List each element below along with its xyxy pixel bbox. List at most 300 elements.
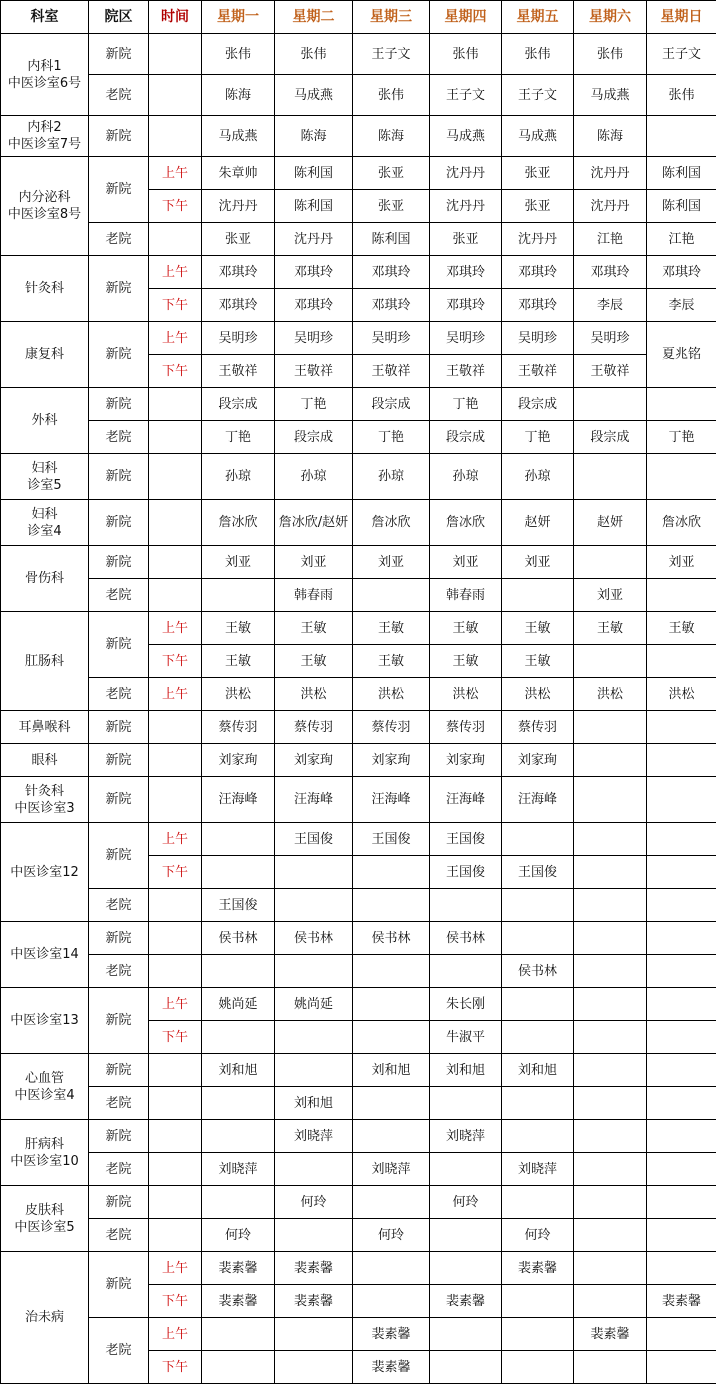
thursday-cell: 刘晓萍 bbox=[430, 1120, 502, 1153]
monday-cell: 詹冰欣 bbox=[202, 500, 275, 546]
wednesday-cell: 吴明珍 bbox=[353, 322, 430, 355]
saturday-cell bbox=[574, 1021, 647, 1054]
thursday-cell bbox=[430, 1351, 502, 1384]
thursday-cell: 段宗成 bbox=[430, 421, 502, 454]
monday-cell: 张亚 bbox=[202, 223, 275, 256]
campus-cell: 新院 bbox=[89, 322, 149, 388]
table-row bbox=[1, 157, 716, 190]
thursday-cell bbox=[430, 1087, 502, 1120]
campus-cell: 新院 bbox=[89, 256, 149, 322]
thursday-cell: 牛淑平 bbox=[430, 1021, 502, 1054]
tuesday-cell: 韩春雨 bbox=[275, 579, 353, 612]
saturday-cell bbox=[574, 454, 647, 500]
campus-cell: 新院 bbox=[89, 1054, 149, 1087]
wednesday-cell bbox=[353, 1087, 430, 1120]
time-cell bbox=[149, 388, 202, 421]
tuesday-cell: 侯书林 bbox=[275, 922, 353, 955]
thursday-cell: 朱长刚 bbox=[430, 988, 502, 1021]
sunday-cell bbox=[647, 388, 716, 421]
monday-cell: 邓琪玲 bbox=[202, 289, 275, 322]
friday-cell bbox=[502, 1318, 574, 1351]
campus-cell: 新院 bbox=[89, 500, 149, 546]
saturday-cell bbox=[574, 955, 647, 988]
sunday-cell bbox=[647, 955, 716, 988]
time-cell: 上午 bbox=[149, 1318, 202, 1351]
sunday-cell bbox=[647, 777, 716, 823]
wednesday-cell: 刘和旭 bbox=[353, 1054, 430, 1087]
saturday-cell bbox=[574, 1351, 647, 1384]
time-cell bbox=[149, 500, 202, 546]
campus-cell: 新院 bbox=[89, 388, 149, 421]
sunday-cell bbox=[647, 1318, 716, 1351]
thursday-cell: 刘家珣 bbox=[430, 744, 502, 777]
sunday-cell bbox=[647, 1186, 716, 1219]
time-cell bbox=[149, 1219, 202, 1252]
tuesday-cell: 孙琼 bbox=[275, 454, 353, 500]
header-dept: 科室 bbox=[1, 1, 89, 34]
time-cell: 下午 bbox=[149, 1285, 202, 1318]
sunday-cell: 刘亚 bbox=[647, 546, 716, 579]
sunday-cell bbox=[647, 1153, 716, 1186]
department-cell: 骨伤科 bbox=[1, 546, 89, 612]
department-cell: 针灸科 中医诊室3 bbox=[1, 777, 89, 823]
saturday-cell bbox=[574, 1219, 647, 1252]
tuesday-cell bbox=[275, 1318, 353, 1351]
thursday-cell: 马成燕 bbox=[430, 116, 502, 157]
table-row bbox=[1, 988, 716, 1021]
schedule-body bbox=[1, 34, 716, 1384]
campus-cell: 新院 bbox=[89, 823, 149, 889]
wednesday-cell bbox=[353, 1021, 430, 1054]
table-row bbox=[1, 1120, 716, 1153]
time-cell: 下午 bbox=[149, 1351, 202, 1384]
monday-cell: 刘和旭 bbox=[202, 1054, 275, 1087]
saturday-cell: 赵妍 bbox=[574, 500, 647, 546]
friday-cell: 刘亚 bbox=[502, 546, 574, 579]
campus-cell: 老院 bbox=[89, 889, 149, 922]
wednesday-cell: 邓琪玲 bbox=[353, 289, 430, 322]
department-cell: 内分泌科 中医诊室8号 bbox=[1, 157, 89, 256]
table-row bbox=[1, 421, 716, 454]
time-cell bbox=[149, 955, 202, 988]
table-row bbox=[1, 1186, 716, 1219]
wednesday-cell bbox=[353, 988, 430, 1021]
time-cell bbox=[149, 421, 202, 454]
time-cell bbox=[149, 1186, 202, 1219]
sunday-cell bbox=[647, 579, 716, 612]
tuesday-cell: 沈丹丹 bbox=[275, 223, 353, 256]
monday-cell: 刘晓萍 bbox=[202, 1153, 275, 1186]
thursday-cell: 王敬祥 bbox=[430, 355, 502, 388]
friday-cell bbox=[502, 1021, 574, 1054]
header-monday: 星期一 bbox=[202, 1, 275, 34]
friday-cell: 王敏 bbox=[502, 645, 574, 678]
time-cell: 下午 bbox=[149, 645, 202, 678]
campus-cell: 老院 bbox=[89, 678, 149, 711]
tuesday-cell: 王敏 bbox=[275, 645, 353, 678]
wednesday-cell: 邓琪玲 bbox=[353, 256, 430, 289]
tuesday-cell bbox=[275, 1153, 353, 1186]
friday-cell: 汪海峰 bbox=[502, 777, 574, 823]
time-cell bbox=[149, 1054, 202, 1087]
wednesday-cell: 张亚 bbox=[353, 157, 430, 190]
monday-cell: 吴明珍 bbox=[202, 322, 275, 355]
saturday-cell bbox=[574, 922, 647, 955]
table-row bbox=[1, 711, 716, 744]
table-row bbox=[1, 955, 716, 988]
header-friday: 星期五 bbox=[502, 1, 574, 34]
tuesday-cell: 洪松 bbox=[275, 678, 353, 711]
tuesday-cell: 王敬祥 bbox=[275, 355, 353, 388]
tuesday-cell bbox=[275, 955, 353, 988]
time-cell bbox=[149, 1120, 202, 1153]
monday-cell: 蔡传羽 bbox=[202, 711, 275, 744]
saturday-cell: 王敏 bbox=[574, 612, 647, 645]
thursday-cell bbox=[430, 1219, 502, 1252]
monday-cell bbox=[202, 1351, 275, 1384]
tuesday-cell: 张伟 bbox=[275, 34, 353, 75]
table-row bbox=[1, 454, 716, 500]
thursday-cell: 王子文 bbox=[430, 75, 502, 116]
sunday-cell: 张伟 bbox=[647, 75, 716, 116]
department-cell: 内科1 中医诊室6号 bbox=[1, 34, 89, 116]
tuesday-cell: 陈海 bbox=[275, 116, 353, 157]
saturday-cell: 段宗成 bbox=[574, 421, 647, 454]
thursday-cell: 邓琪玲 bbox=[430, 289, 502, 322]
wednesday-cell bbox=[353, 955, 430, 988]
time-cell bbox=[149, 34, 202, 75]
campus-cell: 新院 bbox=[89, 1120, 149, 1153]
tuesday-cell: 裴素馨 bbox=[275, 1252, 353, 1285]
department-cell: 康复科 bbox=[1, 322, 89, 388]
tuesday-cell: 王敏 bbox=[275, 612, 353, 645]
friday-cell: 洪松 bbox=[502, 678, 574, 711]
wednesday-cell: 张亚 bbox=[353, 190, 430, 223]
time-cell: 上午 bbox=[149, 823, 202, 856]
tuesday-cell: 蔡传羽 bbox=[275, 711, 353, 744]
friday-cell: 张伟 bbox=[502, 34, 574, 75]
monday-cell: 裴素馨 bbox=[202, 1252, 275, 1285]
thursday-cell: 王敏 bbox=[430, 612, 502, 645]
monday-cell bbox=[202, 1087, 275, 1120]
table-row bbox=[1, 1153, 716, 1186]
saturday-cell: 裴素馨 bbox=[574, 1318, 647, 1351]
department-cell: 妇科 诊室4 bbox=[1, 500, 89, 546]
campus-cell: 老院 bbox=[89, 421, 149, 454]
campus-cell: 新院 bbox=[89, 922, 149, 955]
monday-cell: 陈海 bbox=[202, 75, 275, 116]
tuesday-cell bbox=[275, 889, 353, 922]
sunday-cell bbox=[647, 988, 716, 1021]
friday-cell: 何玲 bbox=[502, 1219, 574, 1252]
sunday-cell: 陈利国 bbox=[647, 157, 716, 190]
saturday-cell: 邓琪玲 bbox=[574, 256, 647, 289]
sunday-cell bbox=[647, 922, 716, 955]
monday-cell: 王敬祥 bbox=[202, 355, 275, 388]
saturday-cell bbox=[574, 823, 647, 856]
table-row bbox=[1, 75, 716, 116]
tuesday-cell: 詹冰欣/赵妍 bbox=[275, 500, 353, 546]
table-row bbox=[1, 1054, 716, 1087]
sunday-cell bbox=[647, 1351, 716, 1384]
friday-cell: 蔡传羽 bbox=[502, 711, 574, 744]
friday-cell: 丁艳 bbox=[502, 421, 574, 454]
campus-cell: 新院 bbox=[89, 988, 149, 1054]
wednesday-cell: 王子文 bbox=[353, 34, 430, 75]
monday-cell: 侯书林 bbox=[202, 922, 275, 955]
sunday-cell bbox=[647, 645, 716, 678]
table-row bbox=[1, 223, 716, 256]
sunday-cell bbox=[647, 856, 716, 889]
tuesday-cell: 刘和旭 bbox=[275, 1087, 353, 1120]
saturday-cell bbox=[574, 645, 647, 678]
sunday-cell: 王子文 bbox=[647, 34, 716, 75]
table-row bbox=[1, 612, 716, 645]
monday-cell bbox=[202, 1318, 275, 1351]
department-cell: 外科 bbox=[1, 388, 89, 454]
tuesday-cell bbox=[275, 1021, 353, 1054]
friday-cell: 王子文 bbox=[502, 75, 574, 116]
monday-cell: 刘家珣 bbox=[202, 744, 275, 777]
monday-cell: 张伟 bbox=[202, 34, 275, 75]
time-cell bbox=[149, 711, 202, 744]
campus-cell: 新院 bbox=[89, 116, 149, 157]
thursday-cell: 王敏 bbox=[430, 645, 502, 678]
sunday-cell: 裴素馨 bbox=[647, 1285, 716, 1318]
time-cell: 下午 bbox=[149, 289, 202, 322]
tuesday-cell: 段宗成 bbox=[275, 421, 353, 454]
friday-cell bbox=[502, 988, 574, 1021]
time-cell bbox=[149, 777, 202, 823]
thursday-cell: 裴素馨 bbox=[430, 1285, 502, 1318]
tuesday-cell: 姚尚延 bbox=[275, 988, 353, 1021]
department-cell: 治未病 bbox=[1, 1252, 89, 1384]
time-cell bbox=[149, 889, 202, 922]
saturday-cell: 吴明珍 bbox=[574, 322, 647, 355]
friday-cell: 侯书林 bbox=[502, 955, 574, 988]
table-row bbox=[1, 1087, 716, 1120]
table-row bbox=[1, 579, 716, 612]
time-cell bbox=[149, 546, 202, 579]
thursday-cell: 侯书林 bbox=[430, 922, 502, 955]
wednesday-cell: 丁艳 bbox=[353, 421, 430, 454]
campus-cell: 新院 bbox=[89, 454, 149, 500]
time-cell bbox=[149, 1153, 202, 1186]
thursday-cell: 沈丹丹 bbox=[430, 157, 502, 190]
tuesday-cell bbox=[275, 1351, 353, 1384]
tuesday-cell: 刘晓萍 bbox=[275, 1120, 353, 1153]
friday-cell: 邓琪玲 bbox=[502, 289, 574, 322]
table-row bbox=[1, 256, 716, 289]
campus-cell: 老院 bbox=[89, 75, 149, 116]
friday-cell: 裴素馨 bbox=[502, 1252, 574, 1285]
sunday-cell: 丁艳 bbox=[647, 421, 716, 454]
wednesday-cell bbox=[353, 1252, 430, 1285]
campus-cell: 老院 bbox=[89, 223, 149, 256]
sunday-cell bbox=[647, 823, 716, 856]
wednesday-cell bbox=[353, 1120, 430, 1153]
thursday-cell: 韩春雨 bbox=[430, 579, 502, 612]
saturday-cell: 王敬祥 bbox=[574, 355, 647, 388]
tuesday-cell: 邓琪玲 bbox=[275, 256, 353, 289]
thursday-cell: 王国俊 bbox=[430, 823, 502, 856]
friday-cell bbox=[502, 579, 574, 612]
time-cell bbox=[149, 922, 202, 955]
tuesday-cell: 陈利国 bbox=[275, 190, 353, 223]
wednesday-cell: 王敬祥 bbox=[353, 355, 430, 388]
wednesday-cell: 陈海 bbox=[353, 116, 430, 157]
wednesday-cell: 刘晓萍 bbox=[353, 1153, 430, 1186]
time-cell bbox=[149, 223, 202, 256]
saturday-cell bbox=[574, 1252, 647, 1285]
tuesday-cell: 陈利国 bbox=[275, 157, 353, 190]
wednesday-cell bbox=[353, 856, 430, 889]
monday-cell: 朱章帅 bbox=[202, 157, 275, 190]
saturday-cell: 陈海 bbox=[574, 116, 647, 157]
department-cell: 心血管 中医诊室4 bbox=[1, 1054, 89, 1120]
department-cell: 肛肠科 bbox=[1, 612, 89, 711]
table-row bbox=[1, 1219, 716, 1252]
saturday-cell bbox=[574, 546, 647, 579]
department-cell: 针灸科 bbox=[1, 256, 89, 322]
saturday-cell bbox=[574, 1054, 647, 1087]
friday-cell: 沈丹丹 bbox=[502, 223, 574, 256]
monday-cell: 洪松 bbox=[202, 678, 275, 711]
friday-cell: 邓琪玲 bbox=[502, 256, 574, 289]
saturday-cell: 马成燕 bbox=[574, 75, 647, 116]
friday-cell: 吴明珍 bbox=[502, 322, 574, 355]
wednesday-cell bbox=[353, 579, 430, 612]
thursday-cell: 王国俊 bbox=[430, 856, 502, 889]
header-sunday: 星期日 bbox=[647, 1, 716, 34]
campus-cell: 新院 bbox=[89, 777, 149, 823]
tuesday-cell: 丁艳 bbox=[275, 388, 353, 421]
time-cell: 下午 bbox=[149, 1021, 202, 1054]
wednesday-cell: 孙琼 bbox=[353, 454, 430, 500]
monday-cell: 孙琼 bbox=[202, 454, 275, 500]
monday-cell: 王国俊 bbox=[202, 889, 275, 922]
table-row bbox=[1, 500, 716, 546]
sunday-cell: 夏兆铭 bbox=[647, 322, 716, 388]
tuesday-cell bbox=[275, 856, 353, 889]
friday-cell: 段宗成 bbox=[502, 388, 574, 421]
friday-cell bbox=[502, 889, 574, 922]
monday-cell bbox=[202, 579, 275, 612]
table-row bbox=[1, 1252, 716, 1285]
monday-cell: 邓琪玲 bbox=[202, 256, 275, 289]
saturday-cell: 李辰 bbox=[574, 289, 647, 322]
tuesday-cell: 汪海峰 bbox=[275, 777, 353, 823]
wednesday-cell: 裴素馨 bbox=[353, 1318, 430, 1351]
monday-cell: 王敏 bbox=[202, 612, 275, 645]
saturday-cell bbox=[574, 711, 647, 744]
wednesday-cell: 詹冰欣 bbox=[353, 500, 430, 546]
thursday-cell: 张伟 bbox=[430, 34, 502, 75]
time-cell: 上午 bbox=[149, 256, 202, 289]
tuesday-cell: 刘家珣 bbox=[275, 744, 353, 777]
campus-cell: 新院 bbox=[89, 34, 149, 75]
table-row bbox=[1, 546, 716, 579]
department-cell: 耳鼻喉科 bbox=[1, 711, 89, 744]
monday-cell: 姚尚延 bbox=[202, 988, 275, 1021]
time-cell: 上午 bbox=[149, 322, 202, 355]
table-row bbox=[1, 1318, 716, 1351]
campus-cell: 老院 bbox=[89, 1318, 149, 1384]
time-cell bbox=[149, 454, 202, 500]
sunday-cell bbox=[647, 1087, 716, 1120]
thursday-cell bbox=[430, 889, 502, 922]
table-row bbox=[1, 34, 716, 75]
monday-cell bbox=[202, 1021, 275, 1054]
sunday-cell: 洪松 bbox=[647, 678, 716, 711]
friday-cell: 刘和旭 bbox=[502, 1054, 574, 1087]
wednesday-cell: 洪松 bbox=[353, 678, 430, 711]
sunday-cell bbox=[647, 744, 716, 777]
wednesday-cell bbox=[353, 889, 430, 922]
table-row bbox=[1, 388, 716, 421]
header-saturday: 星期六 bbox=[574, 1, 647, 34]
wednesday-cell: 汪海峰 bbox=[353, 777, 430, 823]
header-row bbox=[1, 1, 716, 34]
saturday-cell: 沈丹丹 bbox=[574, 190, 647, 223]
wednesday-cell: 刘家珣 bbox=[353, 744, 430, 777]
wednesday-cell: 段宗成 bbox=[353, 388, 430, 421]
thursday-cell: 吴明珍 bbox=[430, 322, 502, 355]
time-cell bbox=[149, 116, 202, 157]
saturday-cell: 张伟 bbox=[574, 34, 647, 75]
campus-cell: 新院 bbox=[89, 157, 149, 223]
wednesday-cell: 张伟 bbox=[353, 75, 430, 116]
friday-cell bbox=[502, 1186, 574, 1219]
monday-cell: 沈丹丹 bbox=[202, 190, 275, 223]
sunday-cell: 李辰 bbox=[647, 289, 716, 322]
tuesday-cell: 王国俊 bbox=[275, 823, 353, 856]
wednesday-cell: 王敏 bbox=[353, 645, 430, 678]
friday-cell bbox=[502, 823, 574, 856]
campus-cell: 新院 bbox=[89, 711, 149, 744]
saturday-cell: 洪松 bbox=[574, 678, 647, 711]
friday-cell: 马成燕 bbox=[502, 116, 574, 157]
table-row bbox=[1, 922, 716, 955]
friday-cell bbox=[502, 1120, 574, 1153]
sunday-cell: 王敏 bbox=[647, 612, 716, 645]
monday-cell: 刘亚 bbox=[202, 546, 275, 579]
monday-cell bbox=[202, 856, 275, 889]
time-cell bbox=[149, 579, 202, 612]
table-row bbox=[1, 777, 716, 823]
sunday-cell: 陈利国 bbox=[647, 190, 716, 223]
tuesday-cell: 马成燕 bbox=[275, 75, 353, 116]
wednesday-cell: 侯书林 bbox=[353, 922, 430, 955]
campus-cell: 新院 bbox=[89, 546, 149, 579]
sunday-cell: 江艳 bbox=[647, 223, 716, 256]
tuesday-cell: 何玲 bbox=[275, 1186, 353, 1219]
sunday-cell bbox=[647, 116, 716, 157]
monday-cell bbox=[202, 1186, 275, 1219]
table-row bbox=[1, 116, 716, 157]
wednesday-cell: 王国俊 bbox=[353, 823, 430, 856]
thursday-cell: 何玲 bbox=[430, 1186, 502, 1219]
time-cell: 上午 bbox=[149, 612, 202, 645]
campus-cell: 新院 bbox=[89, 744, 149, 777]
header-time: 时间 bbox=[149, 1, 202, 34]
header-wednesday: 星期三 bbox=[353, 1, 430, 34]
monday-cell: 段宗成 bbox=[202, 388, 275, 421]
time-cell bbox=[149, 744, 202, 777]
tuesday-cell bbox=[275, 1054, 353, 1087]
monday-cell: 何玲 bbox=[202, 1219, 275, 1252]
monday-cell: 裴素馨 bbox=[202, 1285, 275, 1318]
